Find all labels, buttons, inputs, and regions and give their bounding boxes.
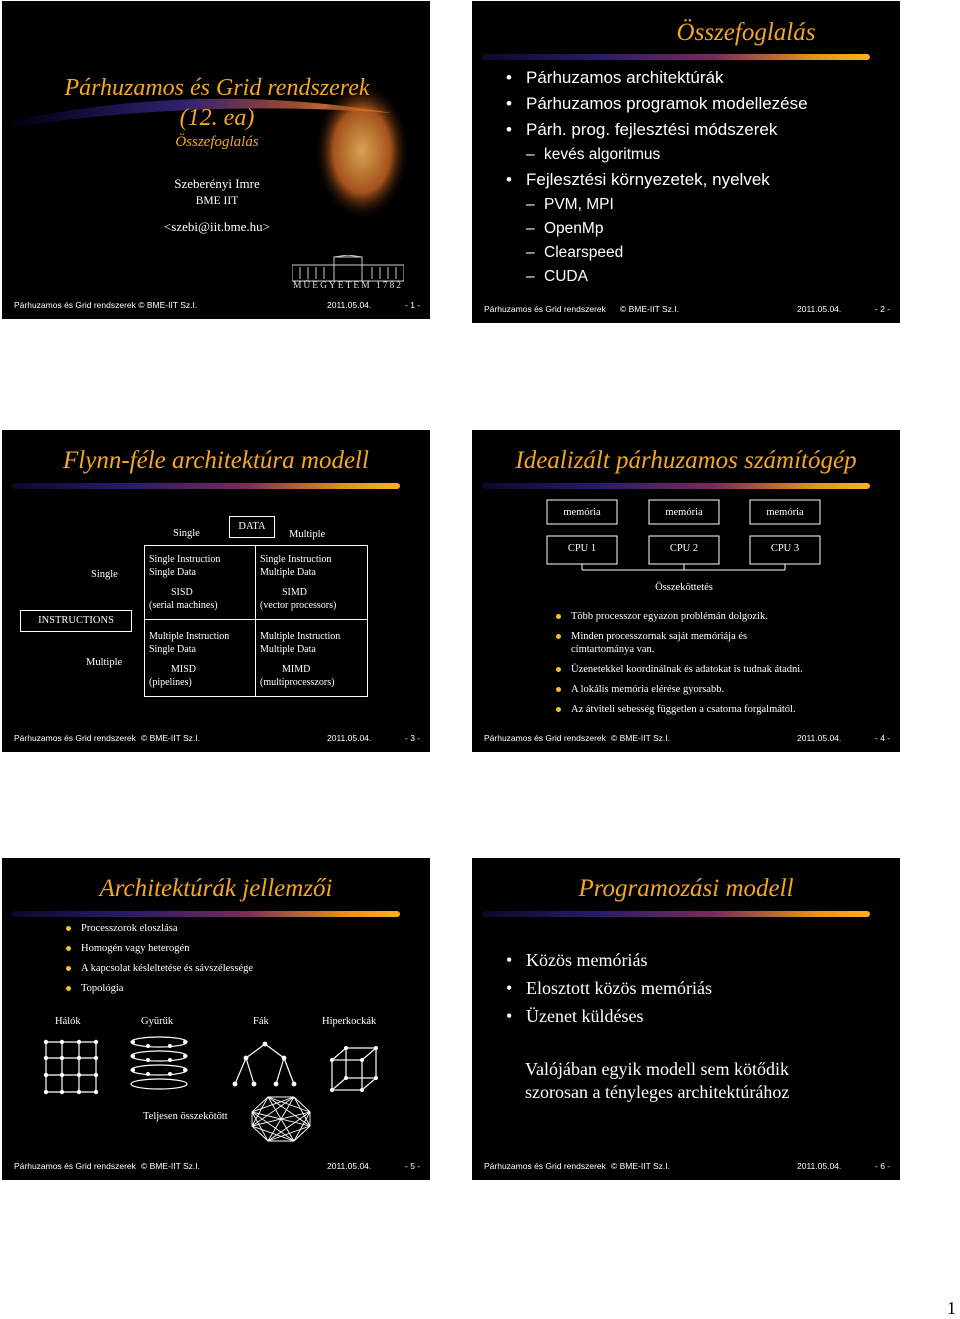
ring-topology-icon [128, 1034, 190, 1100]
list-item: • Elosztott közös memóriás [506, 974, 712, 1002]
list-item: Az átviteli sebesség független a csatorna forgalmától. [554, 703, 884, 716]
slide-4: Idealizált párhuzamos számítógép memória memória memória CPU 1 CPU 2 CPU 3 Összeköttetés Több processzor egyazon problémán dolgozik. Minden processzornak saját memóriája és címtartománya van. Üzenetekkel koordinálnak és adatokat is tudnak átadni. A lokális memória elérése gyorsabb. Az átviteli sebesség független a csatorna forgalmától. Párhuzamos és Grid rendszerek © BME-IIT Sz.I. 2011.05.04. - 4 - [472, 430, 900, 752]
slide-6: Programozási modell • Közös memóriás • Elosztott közös memóriás • Üzenet küldéses Valójában egyik modell sem kötődik szorosan a tényleges architektúrához Párhuzamos és Grid rendszerek © BME-IIT Sz.I. 2011.05.04. - 6 - [472, 858, 900, 1180]
slide-4-title: Idealizált párhuzamos számítógép [515, 447, 857, 474]
list-item: Minden processzornak saját memóriája és címtartománya van. [554, 630, 791, 656]
slide-5-bullet-list [64, 922, 404, 1002]
column-header-multiple: Multiple [289, 529, 326, 540]
slide-1-subtitle: Összefoglalás [175, 134, 259, 150]
memory-box-3: memória [766, 507, 804, 518]
slide-1: Párhuzamos és Grid rendszerek (12. ea) Összefoglalás Szeberényi Imre BME IIT <szebi@iit.bme.hu> MŰEGYETEM 1782 Párhuzamos és Grid rendszerek © BME-IIT Sz.I. 2011.05.04. - 1 - [2, 1, 430, 319]
misd-cell: Multiple Instruction Single Data MISD (pipelines) [149, 631, 230, 688]
simd-cell: Single Instruction Multiple Data SIMD (vector processors) [260, 554, 337, 611]
slide-3: Flynn-féle architektúra modell DATA Single Multiple Single Multiple INSTRUCTIONS Single Instruction Single Data SISD (serial machines) Single Instruction Multiple Data SIMD (vector processors) Multiple Instruction Single Data MISD (pipelines) Multiple Instruction Multiple Data MIMD (multiprocesszors) Párhuzamos és Grid rendszerek © BME-IIT Sz.I. 2011.05.04. - 3 - [2, 430, 430, 752]
author-org: BME IIT [195, 195, 239, 207]
slide-2: Összefoglalás • Párhuzamos architektúrák • Párhuzamos programok modellezése • Párh. prog. fejlesztési módszerek – kevés algoritmus • Fejlesztési környezetek, nyelvek – PVM, MPI – OpenMp – Clearspeed – CUDA Párhuzamos és Grid rendszerek © BME-IIT Sz.I. 2011.05.04. - 2 - [472, 1, 900, 323]
list-item: – PVM, MPI [506, 193, 808, 217]
title-underline [12, 483, 400, 489]
title-underline [482, 54, 870, 60]
grid-divider-vertical [255, 546, 256, 696]
cpu-box-1: CPU 1 [567, 543, 597, 554]
slide-6-note: Valójában egyik modell sem kötődik szorosan a tényleges architektúrához [525, 1059, 790, 1102]
university-building-icon [292, 255, 404, 283]
list-item: • Párhuzamos architektúrák [506, 65, 808, 91]
list-item: • Közös memóriás [506, 946, 712, 974]
topology-label-hypercube: Hiperkockák [322, 1016, 377, 1027]
list-item: A kapcsolat késleltetése és sávszélessége [64, 962, 404, 975]
topology-label-tree: Fák [253, 1016, 269, 1027]
list-item: • Párhuzamos programok modellezése [506, 91, 808, 117]
list-item: Több processzor egyazon problémán dolgozik. [554, 610, 884, 623]
university-logo-text: MŰEGYETEM 1782 [292, 281, 404, 291]
topology-label-ring: Gyűrűk [141, 1016, 174, 1027]
row-header-multiple: Multiple [86, 657, 123, 668]
list-item: A lokális memória elérése gyorsabb. [554, 683, 884, 696]
memory-box-2: memória [665, 507, 703, 518]
sisd-cell: Single Instruction Single Data SISD (serial machines) [149, 554, 221, 611]
title-underline [12, 911, 400, 917]
list-item: – CUDA [506, 265, 808, 289]
list-item: Processzorok eloszlása [64, 922, 404, 935]
slide-6-title: Programozási modell [578, 875, 794, 902]
fully-connected-topology-icon [248, 1094, 314, 1144]
page-number: 1 [947, 1298, 956, 1318]
list-item: – Clearspeed [506, 241, 808, 265]
tree-topology-icon [230, 1040, 300, 1090]
slide-5: Architektúrák jellemzői Processzorok eloszlása Homogén vagy heterogén A kapcsolat késleltetése és sávszélessége Topológia Hálók Gyűrűk Fák Hiperkockák Teljesen összekötött Párhuzamos és Grid rendszerek © BME-IIT Sz.I. 2011.05.04. - 5 - [2, 858, 430, 1180]
mesh-topology-icon [42, 1038, 100, 1096]
hypercube-topology-icon [328, 1044, 380, 1096]
list-item: – OpenMp [506, 217, 808, 241]
memory-box-1: memória [563, 507, 601, 518]
topology-label-mesh: Hálók [55, 1016, 81, 1027]
cpu-box-2: CPU 2 [669, 543, 699, 554]
slide-6-bullet-list [506, 946, 712, 1030]
interconnect-label: Összeköttetés [655, 582, 713, 593]
cpu-box-3: CPU 3 [770, 543, 800, 554]
instructions-label-box: INSTRUCTIONS [20, 610, 132, 632]
grid-divider-horizontal [145, 619, 367, 620]
author-name: Szeberényi Imre [174, 176, 260, 191]
row-header-single: Single [91, 569, 118, 580]
fully-connected-label: Teljesen összekötött [143, 1111, 228, 1122]
slide-5-title: Architektúrák jellemzői [99, 875, 333, 902]
list-item: – kevés algoritmus [506, 143, 808, 167]
list-item: Topológia [64, 982, 404, 995]
list-item: • Fejlesztési környezetek, nyelvek [506, 167, 808, 193]
slide-2-bullet-list [506, 65, 808, 289]
title-underline [482, 911, 870, 917]
list-item: Homogén vagy heterogén [64, 942, 404, 955]
mimd-cell: Multiple Instruction Multiple Data MIMD (multiprocesszors) [260, 631, 341, 688]
list-item: • Üzenet küldéses [506, 1002, 712, 1030]
list-item: Üzenetekkel koordinálnak és adatokat is tudnak átadni. [554, 663, 884, 676]
author-email[interactable]: <szebi@iit.bme.hu> [163, 219, 271, 234]
slide-4-bullet-list [554, 610, 884, 723]
slide-3-title: Flynn-féle architektúra modell [63, 447, 369, 474]
column-header-single: Single [173, 528, 200, 539]
slide-2-title: Összefoglalás [676, 19, 816, 46]
list-item: • Párh. prog. fejlesztési módszerek [506, 117, 808, 143]
slide-1-title: Párhuzamos és Grid rendszerek (12. ea) [64, 75, 370, 131]
data-label-box: DATA [229, 516, 275, 538]
